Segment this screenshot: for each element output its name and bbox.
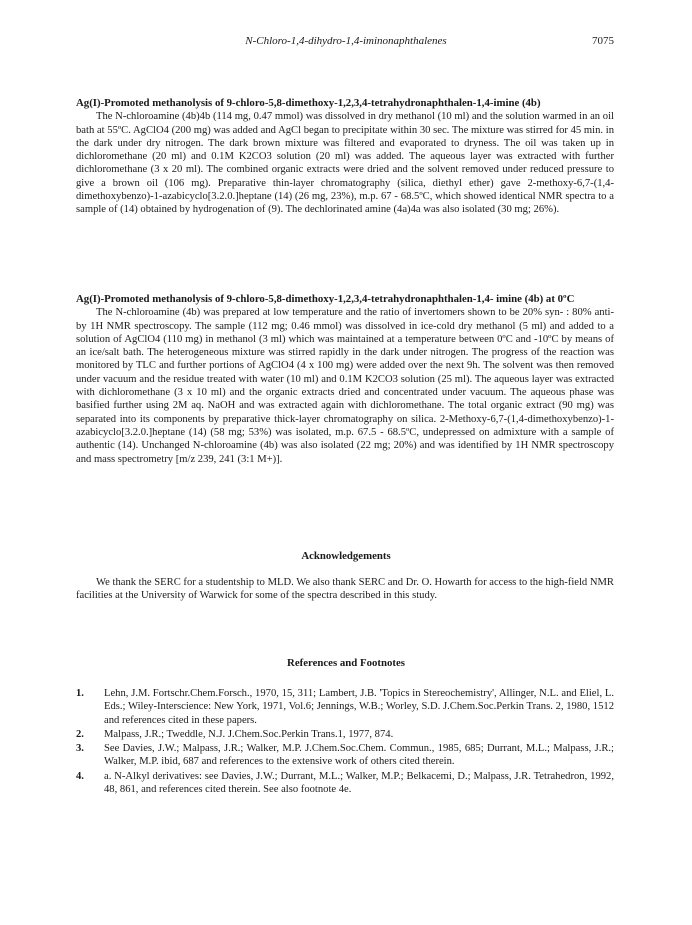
acknowledgements-heading: Acknowledgements: [301, 550, 391, 562]
reference-text: Malpass, J.R.; Tweddle, N.J. J.Chem.Soc.Perkin Trans.1, 1977, 874.: [104, 728, 394, 740]
acknowledgements: [76, 576, 614, 603]
running-title: N-Chloro-1,4-dihydro-1,4-iminonaphthalenes: [245, 35, 447, 47]
reference-text: See Davies, J.W.; Malpass, J.R.; Walker, M.P. J.Chem.Soc.Chem. Commun., 1985, 685; Durrant, M.L.; Malpass, J.R.; Walker, M.P. ibid, 687 and references to the extensive work of others cited therein.: [104, 743, 614, 768]
reference-text: a. N-Alkyl derivatives: see Davies, J.W.; Durrant, M.L.; Walker, M.P.; Belkacemi, D.; Malpass, J.R. Tetrahedron, 1992, 48, 861, and references cited therein. See also footnote 4e.: [104, 770, 614, 796]
section-1-text: The N-chloroamine (4b)4b (114 mg, 0.47 mmol) was dissolved in dry methanol (10 ml) and the solution warmed in an oil bath at 55ºC. AgClO4 (200 mg) was added and AgCl began to precipitate within 30 sec. The mixture was stirred for 45 min. in the dark under dry nitrogen. The dark brown mixture was filtered and evaporated to dryness. The oil was taken up in dichloromethane (20 ml) and 0.1M K2CO3 solution (20 ml) was added. The aqueous layer was extracted with further dichloromethane (3 x 20 ml). The combined organic extracts were dried and the solvent removed under reduced pressure to give a brown oil (106 mg). Preparative thin-layer chromatography (silica, diethyl ether) gave 2-methoxy-6,7-(1,4-dimethoxybenzo)-1-azabicyclo[3.2.0.]heptane (14) (26 mg, 23%), m.p. 67 - 68.5ºC, which showed identical NMR spectra to a sample of (14) obtained by hydrogenation of (9). The dechlorinated amine (4a)4a was also isolated (30 mg; 26%).: [76, 111, 614, 216]
section-2-heading: Ag(I)-Promoted methanolysis of 9-chloro-5,8-dimethoxy-1,2,3,4-tetrahydronaphthalen-1,4- imine (4b) at 0ºC: [76, 293, 575, 305]
section-2-text: The N-chloroamine (4b) was prepared at low temperature and the ratio of invertomers shown to be 20% syn- : 80% anti- by 1H NMR spectroscopy. The sample (112 mg; 0.46 mmol) was dissolved in ice-cold dry methanol (5 ml) and added to a solution of AgClO4 (110 mg) in methanol (3 ml) which was maintained at a temperature between 0ºC and -10ºC by means of an ice/salt bath. The heterogeneous mixture was stirred rapidly in the dark under nitrogen. The progress of the reaction was monitored by TLC and further portions of AgClO4 (4 x 100 mg) were added over the next 9h. The solvent was then removed under vacuum and the residue treated with water (10 ml) and 0.1M K2CO3 solution (25 ml). The aqueous layer was extracted with dichloromethane (3 x 10 ml) and the organic extracts dried and concentrated under vacuum. The aqueous phase was basified further using 2M aq. NaOH and was extracted again with dichloromethane. The total organic extract (90 mg) was separated into its components by preparative thick-layer chromatography on silica. 2-Methoxy-6,7-(1,4-dimethoxybenzo)-1-azabicyclo[3.2.0.]heptane (14) (58 mg; 53%) was isolated, m.p. 67.5 - 68.5ºC, undepressed on admixture with a sample of authentic (14). Unchanged N-chloroamine (4b) was also isolated (22 mg; 20%) and was identified by 1H NMR spectroscopy and mass spectrometry [m/z 239, 241 (3:1 M+)].: [76, 307, 614, 465]
section-1: [76, 97, 614, 217]
reference-item: [76, 770, 614, 797]
references-list: [76, 687, 614, 797]
page-number: 7075: [592, 35, 614, 47]
reference-item: [76, 687, 614, 727]
reference-number: 2.: [76, 728, 84, 740]
reference-text: Lehn, J.M. Fortschr.Chem.Forsch., 1970, 15, 311; Lambert, J.B. 'Topics in Stereochemistry', Allinger, N.L. and Eliel, L. Eds.; Wiley-Interscience: New York, 1971, Vol.6; Jennings, W.B.; Worley, S.D. J.Chem.Soc.Perkin Trans. 2, 1980, 1512 and references cited in these papers.: [104, 688, 614, 726]
reference-item: [76, 742, 614, 769]
references-heading: References and Footnotes: [287, 657, 405, 669]
section-1-heading: Ag(I)-Promoted methanolysis of 9-chloro-5,8-dimethoxy-1,2,3,4-tetrahydronaphthalen-1,4-imine (4b): [76, 97, 541, 109]
acknowledgements-text: We thank the SERC for a studentship to MLD. We also thank SERC and Dr. O. Howarth for access to the high-field NMR facilities at the University of Warwick for some of the spectra described in this study.: [76, 577, 614, 602]
reference-number: 4.: [76, 770, 84, 782]
reference-number: 3.: [76, 743, 84, 755]
section-2: [76, 293, 614, 466]
reference-item: [76, 728, 614, 741]
reference-number: 1.: [76, 688, 84, 699]
